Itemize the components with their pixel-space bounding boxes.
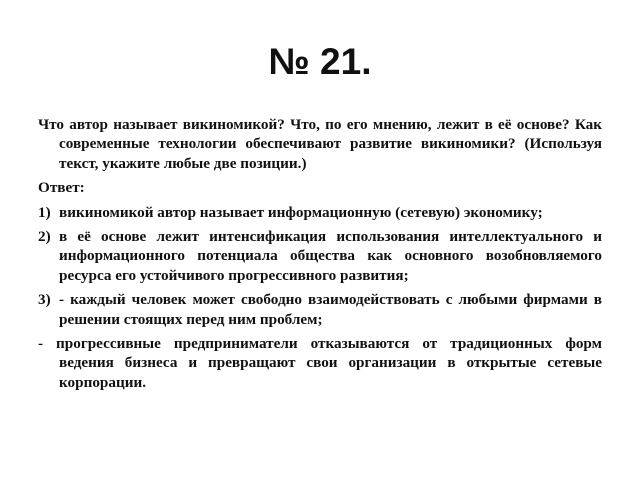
answer-number: 1) [38,203,51,221]
question-text: Что автор называет викиномикой? Что, по его мнению, лежит в её основе? Как современные технологии обеспечивают развитие викиномики? (Используя текст, укажите любые две позиции.) [38,116,602,172]
answer-item [38,227,602,285]
answer-text: викиномикой автор называет информационную (сетевую) экономику; [59,203,543,221]
answer-item [38,290,602,329]
answer-number: 2) [38,228,51,246]
answer-number: 3) [38,291,51,309]
answer-item [38,203,602,222]
answer-text: - каждый человек может свободно взаимодействовать с любыми фирмами в решении стоящих перед ним проблем; [59,291,602,328]
answer-extra-item: - прогрессивные предприниматели отказываются от традиционных форм ведения бизнеса и превращают свои организации в открытые сетевые корпорации. [38,335,602,391]
page-title: № 21. [268,41,372,82]
answer-label: Ответ: [38,179,85,197]
answer-text: в её основе лежит интенсификация использования интеллектуального и информационного потенциала общества как основного возобновляемого ресурса его устойчивого прогрессивного развития; [59,228,602,284]
content-body [38,115,602,397]
